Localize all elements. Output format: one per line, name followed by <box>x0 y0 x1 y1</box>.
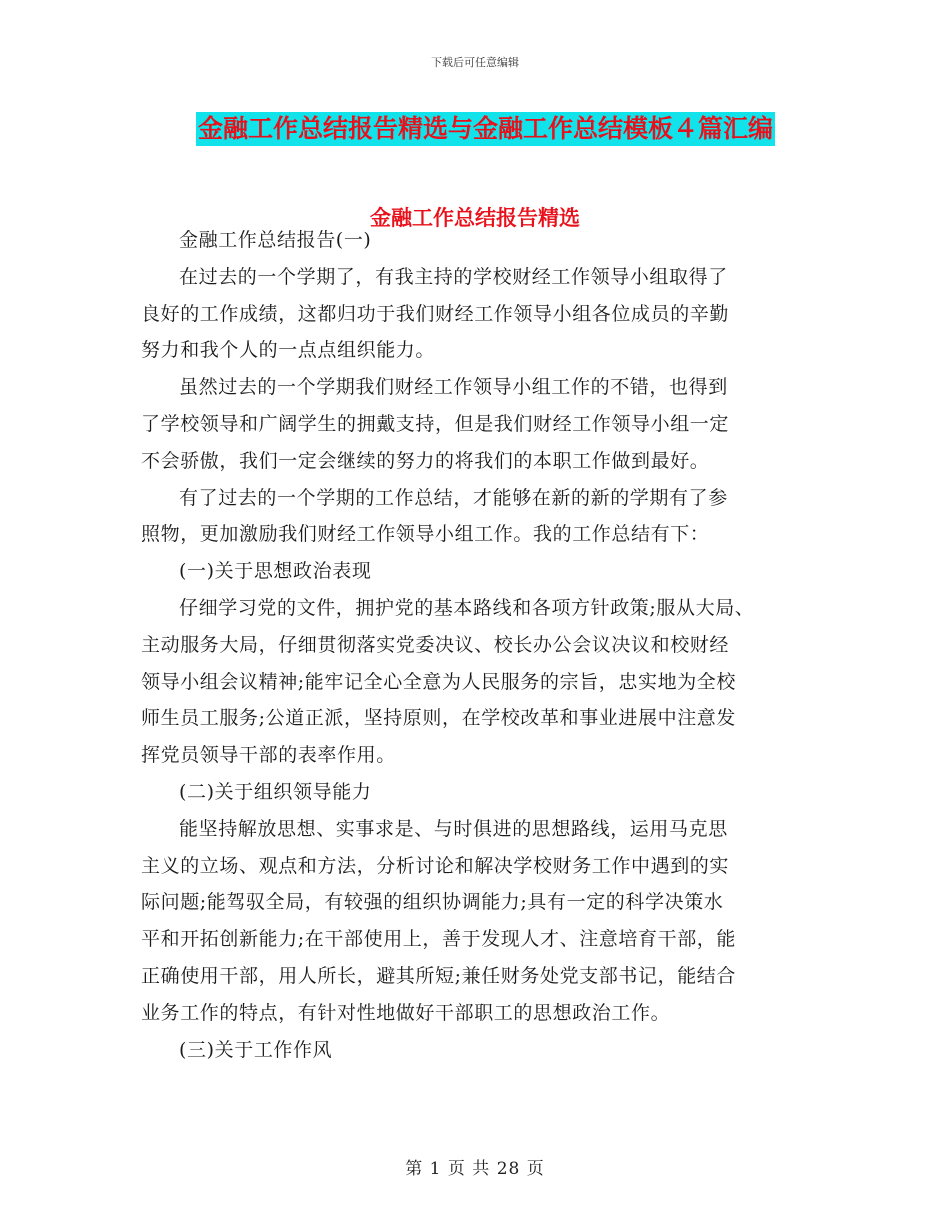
text-line: 师生员工服务;公道正派，坚持原则，在学校改革和事业进展中注意发 <box>141 707 737 730</box>
text-line: 虽然过去的一个学期我们财经工作领导小组工作的不错，也得到 <box>179 376 728 399</box>
text-line: 能坚持解放思想、实事求是、与时俱进的思想路线，运用马克思 <box>179 817 728 840</box>
text-line: (二)关于组织领导能力 <box>179 780 372 803</box>
text-line: 有了过去的一个学期的工作总结，才能够在新的新的学期有了参 <box>179 486 728 509</box>
page-footer: 第 1 页 共 28 页 <box>405 1159 545 1179</box>
text-line: 业务工作的特点，有针对性地做好干部职工的思想政治工作。 <box>141 1001 671 1024</box>
text-line: 照物，更加激励我们财经工作领导小组工作。我的工作总结有下： <box>141 523 710 546</box>
text-line: 际问题;能驾驭全局，有较强的组织协调能力;具有一定的科学决策水 <box>141 891 724 914</box>
text-line: (三)关于工作作风 <box>179 1038 333 1061</box>
section-title: 金融工作总结报告精选 <box>370 205 580 230</box>
text-line: 不会骄傲，我们一定会继续的努力的将我们的本职工作做到最好。 <box>141 449 710 472</box>
document-body <box>141 222 831 1068</box>
text-line: 主义的立场、观点和方法，分析讨论和解决学校财务工作中遇到的实 <box>141 854 730 877</box>
text-line: 挥党员领导干部的表率作用。 <box>141 744 396 767</box>
text-line: 努力和我个人的一点点组织能力。 <box>141 339 436 362</box>
text-line: (一)关于思想政治表现 <box>179 560 372 583</box>
text-line: 了学校领导和广阔学生的拥戴支持，但是我们财经工作领导小组一定 <box>141 412 730 435</box>
text-line: 领导小组会议精神;能牢记全心全意为人民服务的宗旨，忠实地为全校 <box>141 670 737 693</box>
text-line: 平和开拓创新能力;在干部使用上，善于发现人才、注意培育干部，能 <box>141 928 737 951</box>
text-line: 正确使用干部，用人所长，避其所短;兼任财务处党支部书记，能结合 <box>141 964 737 987</box>
text-line: 在过去的一个学期了，有我主持的学校财经工作领导小组取得了 <box>179 265 728 288</box>
text-line: 主动服务大局，仔细贯彻落实党委决议、校长办公会议决议和校财经 <box>141 633 730 656</box>
document-title: 金融工作总结报告精选与金融工作总结模板４篇汇编 <box>196 112 775 146</box>
text-line: 良好的工作成绩，这都归功于我们财经工作领导小组各位成员的辛勤 <box>141 302 730 325</box>
text-line: 仔细学习党的文件，拥护党的基本路线和各项方针政策;服从大局、 <box>179 596 755 619</box>
text-line: 金融工作总结报告(一) <box>179 229 372 251</box>
header-note: 下载后可任意编辑 <box>431 56 519 69</box>
